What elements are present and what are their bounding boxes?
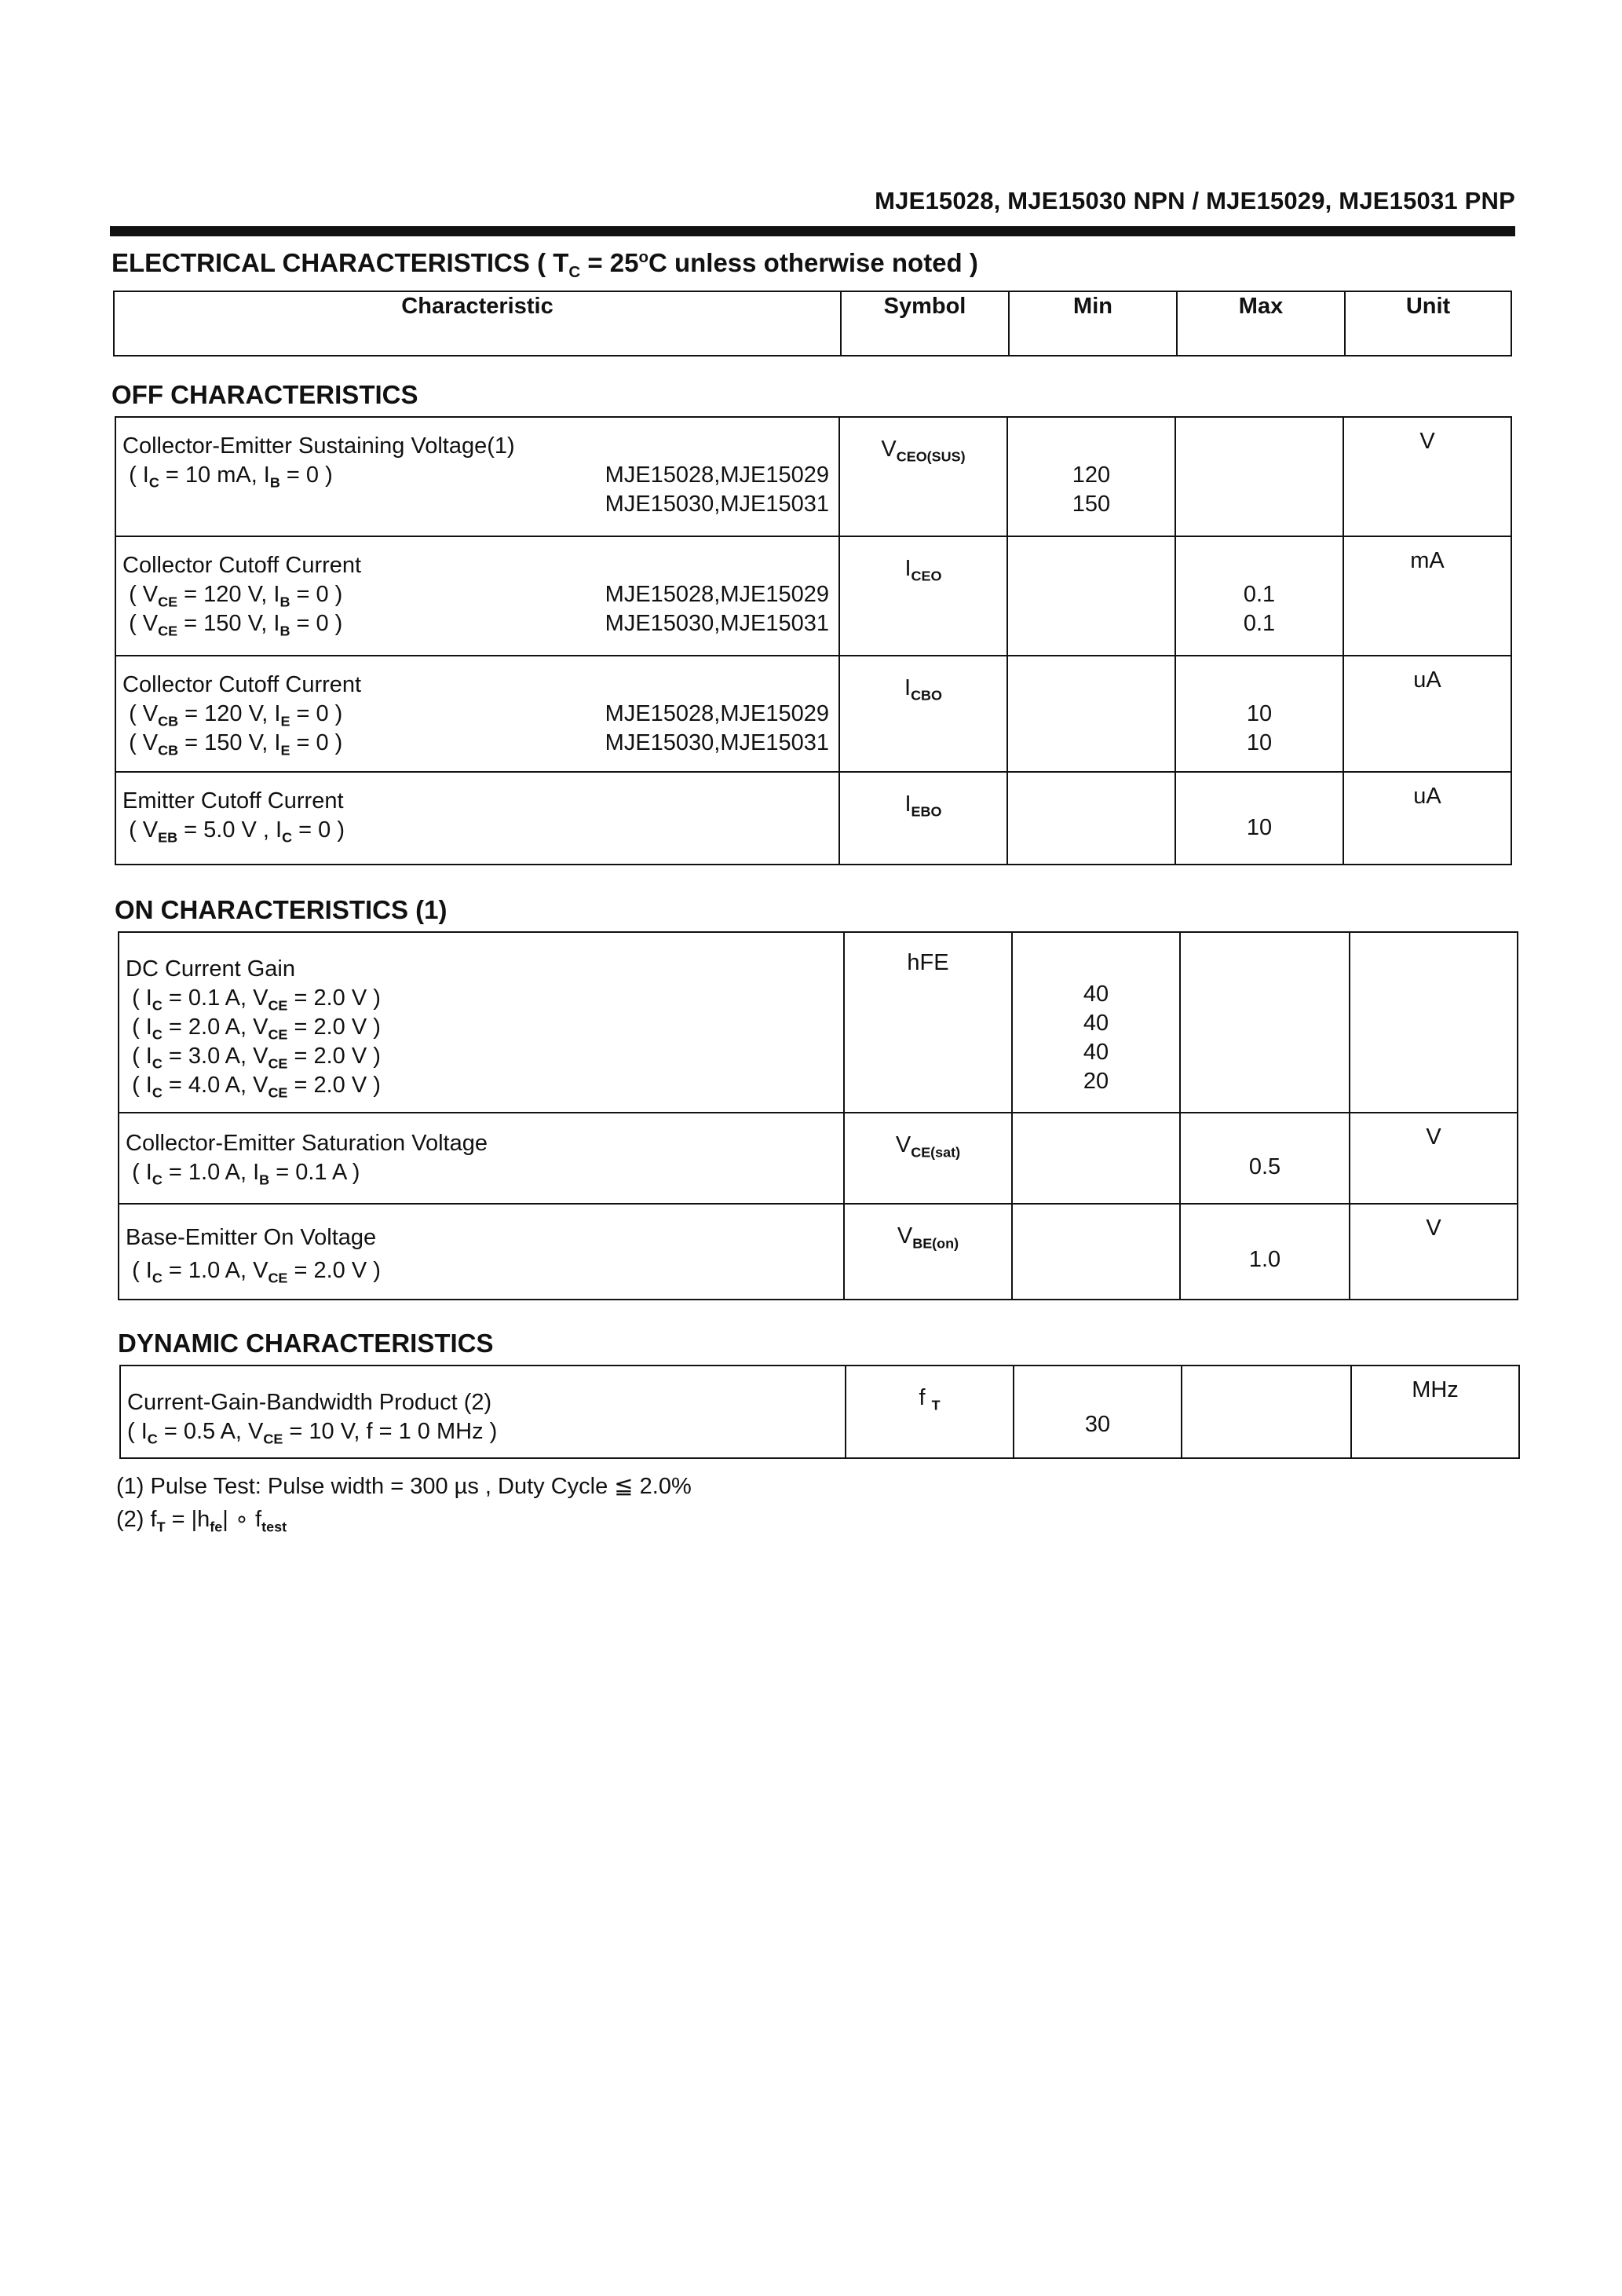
iceo-unit: mA [1343, 536, 1511, 656]
iebo-characteristic: Emitter Cutoff Current ( $V_{EB} = 5.0$ V , $I_C = 0$ ) [115, 772, 839, 865]
vcesat-max: 0.5 [1180, 1113, 1350, 1204]
footnote-1: (1) Pulse Test: Pulse width = 300 µs , Duty Cycle ≦ 2.0% [116, 1474, 692, 1499]
on-characteristics-table [118, 931, 1518, 1300]
table-row [119, 932, 1518, 1113]
dynamic-characteristics-heading: DYNAMIC CHARACTERISTICS [118, 1329, 494, 1358]
col-unit: Unit [1345, 291, 1511, 356]
table-row [120, 1366, 1519, 1458]
icbo-symbol: $I_{CBO}$ [839, 656, 1007, 772]
electrical-characteristics-title: ELECTRICAL CHARACTERISTICS ( $T_C = 25^oC$ unless otherwise noted ) [111, 248, 978, 282]
ft-max [1182, 1366, 1351, 1458]
off-characteristics-heading: OFF CHARACTERISTICS [111, 380, 418, 409]
vbeon-min [1012, 1204, 1180, 1300]
vbeon-max: 1.0 [1180, 1204, 1350, 1300]
icbo-max: 10 10 [1175, 656, 1343, 772]
vcesat-min [1012, 1113, 1180, 1204]
vbeon-unit: V [1350, 1204, 1518, 1300]
table-row [115, 772, 1511, 865]
footnotes [116, 1470, 692, 1543]
iceo-max: 0.1 0.1 [1175, 536, 1343, 656]
ft-unit: MHz [1351, 1366, 1519, 1458]
col-max: Max [1177, 291, 1345, 356]
iceo-symbol: $I_{CEO}$ [839, 536, 1007, 656]
col-symbol: Symbol [841, 291, 1009, 356]
ft-symbol: f $_T$ [846, 1366, 1014, 1458]
iceo-min [1007, 536, 1175, 656]
vceo-min: 120 150 [1007, 417, 1175, 536]
document-header-title: MJE15028, MJE15030 NPN / MJE15029, MJE15031 PNP [875, 187, 1515, 214]
ft-characteristic: Current-Gain-Bandwidth Product (2) ( $I_C = 0.5$ A, $V_{CE} = 10$ V, f = 1 0 MHz ) [120, 1366, 846, 1458]
iebo-min [1007, 772, 1175, 865]
iebo-max: 10 [1175, 772, 1343, 865]
dynamic-characteristics-table [119, 1365, 1520, 1459]
iceo-characteristic: Collector Cutoff Current ( $V_{CE} = 120$ V, $I_B = 0$ ) ( $V_{CE} = 150$ V, $I_B = 0$ ) MJE15028,MJE15029 MJE15030,MJE15031 [115, 536, 839, 656]
icbo-min [1007, 656, 1175, 772]
iebo-symbol: $I_{EBO}$ [839, 772, 1007, 865]
footnote-2: (2) $f_T = |h_{fe}|$ ∘ $f_{test}$ [116, 1507, 287, 1535]
header-rule [110, 226, 1515, 236]
table-row [119, 1204, 1518, 1300]
icbo-unit: uA [1343, 656, 1511, 772]
table-row [115, 536, 1511, 656]
vbeon-symbol: $V_{BE(on)}$ [844, 1204, 1012, 1300]
col-min: Min [1009, 291, 1177, 356]
hfe-min: 40 40 40 20 [1012, 932, 1180, 1113]
column-header-table [113, 291, 1512, 356]
vceo-unit: V [1343, 417, 1511, 536]
vcesat-symbol: $V_{CE(sat)}$ [844, 1113, 1012, 1204]
vceo-characteristic: Collector-Emitter Sustaining Voltage(1) ( $I_C = 10$ mA, $I_B = 0$ ) MJE15028,MJE15029 MJE15030,MJE15031 [115, 417, 839, 536]
hfe-characteristic: DC Current Gain ( $I_C = 0.1$ A, $V_{CE} = 2.0$ V ) ( $I_C = 2.0$ A, $V_{CE} = 2.0$ V ) ( $I_C = 3.0$ A, $V_{CE} = 2.0$ V ) ( $I_C = 4.0$ A, $V_{CE} = 2.0$ V ) [119, 932, 844, 1113]
vceo-max [1175, 417, 1343, 536]
vceo-symbol: $V_{CEO(SUS)}$ [839, 417, 1007, 536]
off-characteristics-table [115, 416, 1512, 865]
icbo-characteristic: Collector Cutoff Current ( $V_{CB} = 120$ V, $I_E = 0$ ) ( $V_{CB} = 150$ V, $I_E = 0$ ) MJE15028,MJE15029 MJE15030,MJE15031 [115, 656, 839, 772]
col-characteristic: Characteristic [114, 291, 841, 356]
vcesat-unit: V [1350, 1113, 1518, 1204]
hfe-unit [1350, 932, 1518, 1113]
hfe-symbol: hFE [844, 932, 1012, 1113]
table-row [119, 1113, 1518, 1204]
vcesat-characteristic: Collector-Emitter Saturation Voltage ( $I_C = 1.0$ A, $I_B = 0.1$ A ) [119, 1113, 844, 1204]
table-row [115, 417, 1511, 536]
iebo-unit: uA [1343, 772, 1511, 865]
ft-min: 30 [1014, 1366, 1182, 1458]
hfe-max [1180, 932, 1350, 1113]
on-characteristics-heading: ON CHARACTERISTICS (1) [115, 895, 448, 924]
table-row [115, 656, 1511, 772]
vbeon-characteristic: Base-Emitter On Voltage ( $I_C = 1.0$ A, $V_{CE} = 2.0$ V ) [119, 1204, 844, 1300]
